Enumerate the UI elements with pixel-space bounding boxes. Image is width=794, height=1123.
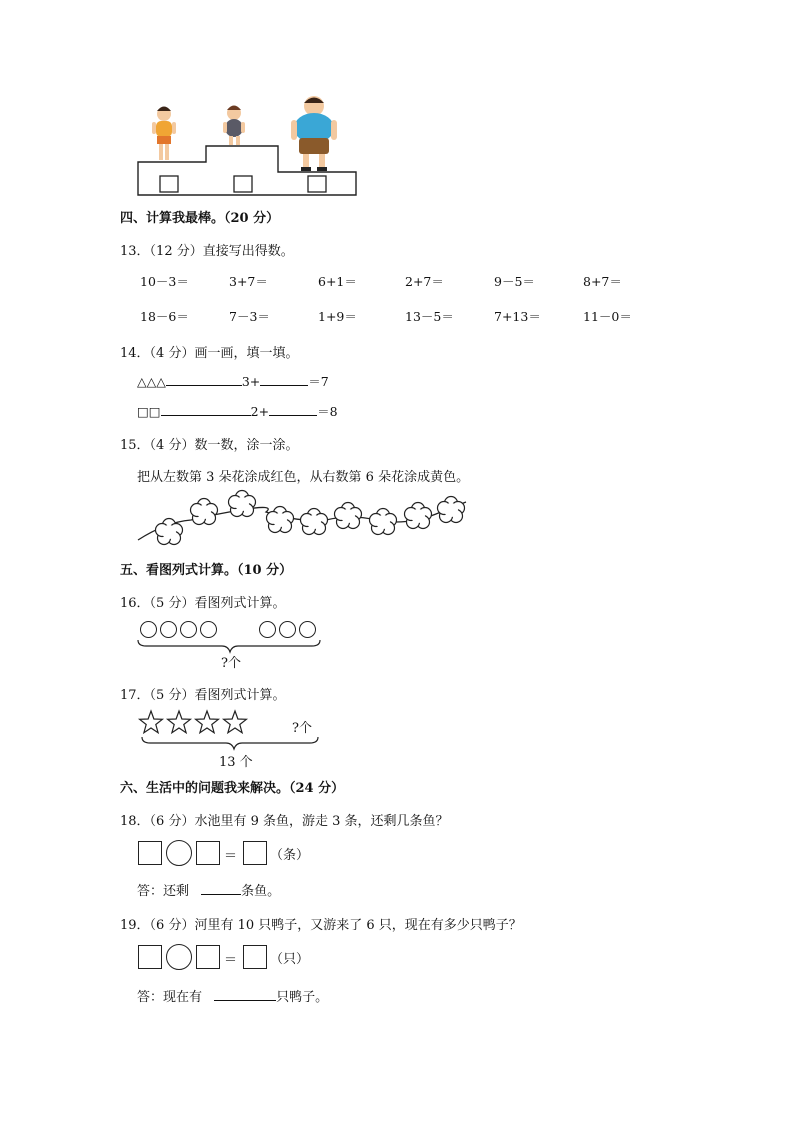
q19-answer-blank[interactable] <box>214 987 276 1001</box>
section-six-heading: 六、生活中的问题我来解决。（24 分） <box>120 781 345 796</box>
circle <box>140 621 157 638</box>
q19-number-box-1[interactable] <box>138 945 162 969</box>
circle <box>299 621 316 638</box>
flower[interactable] <box>438 497 465 523</box>
q17-title: 17．（5 分）看图列式计算。 <box>120 688 286 703</box>
q18-operator-circle[interactable] <box>166 840 192 866</box>
q17-unknown-label: ?个 <box>292 721 312 736</box>
q18-number-box-2[interactable] <box>196 841 220 865</box>
circle <box>180 621 197 638</box>
q17-total-label: 13 个 <box>219 755 253 770</box>
q13-expr: 18－6＝ <box>140 309 189 324</box>
star <box>168 711 191 733</box>
circle <box>200 621 217 638</box>
q13-expr: 11－0＝ <box>583 309 632 324</box>
q13-expr: 7－3＝ <box>229 309 270 324</box>
flower[interactable] <box>370 509 397 535</box>
q17-brace <box>140 735 330 751</box>
q19-unit: （只） <box>270 952 310 967</box>
q19-answer-prefix: 答：现在有 <box>137 990 203 1005</box>
q18-number-box-1[interactable] <box>138 841 162 865</box>
flower[interactable] <box>405 503 432 529</box>
q13-expr: 2+7＝ <box>405 274 444 289</box>
q14-line2 <box>137 402 338 420</box>
podium-figure <box>130 92 370 202</box>
star <box>140 711 163 733</box>
q19-result-box[interactable] <box>243 945 267 969</box>
podium-box-left <box>160 176 178 192</box>
q14-expr-a: 2+ <box>250 404 270 419</box>
flower[interactable] <box>191 499 218 525</box>
q14-answer-blank-1[interactable] <box>260 372 308 386</box>
flower[interactable] <box>335 503 362 529</box>
star <box>224 711 247 733</box>
podium-box-right <box>308 176 326 192</box>
q13-expr: 6+1＝ <box>318 274 357 289</box>
flower[interactable] <box>301 509 328 535</box>
q18-unit: （条） <box>270 848 310 863</box>
q13-expr: 3+7＝ <box>229 274 268 289</box>
q18-result-box[interactable] <box>243 841 267 865</box>
q13-expr: 7+13＝ <box>494 309 541 324</box>
q19-title: 19．（6 分）河里有 10 只鸭子，又游来了 6 只，现在有多少只鸭子？ <box>120 918 522 933</box>
q15-instruction: 把从左数第 3 朵花涂成红色，从右数第 6 朵花涂成黄色。 <box>137 470 470 485</box>
q18-title: 18．（6 分）水池里有 9 条鱼，游走 3 条，还剩几条鱼？ <box>120 814 449 829</box>
q14-answer-blank-2[interactable] <box>269 402 317 416</box>
person-small-gray <box>223 106 245 146</box>
q13-expr: 1+9＝ <box>318 309 357 324</box>
star <box>196 711 219 733</box>
circle <box>160 621 177 638</box>
section-four-heading: 四、计算我最棒。（20 分） <box>120 211 280 226</box>
q19-number-box-2[interactable] <box>196 945 220 969</box>
flower-vine-figure <box>136 492 476 552</box>
q16-title: 16．（5 分）看图列式计算。 <box>120 596 286 611</box>
q13-expr: 13－5＝ <box>405 309 454 324</box>
q13-expr: 8+7＝ <box>583 274 622 289</box>
q16-unknown-label: ?个 <box>221 656 241 671</box>
q18-answer-suffix: 条鱼。 <box>241 884 281 899</box>
q13-expr: 10－3＝ <box>140 274 189 289</box>
q14-line1 <box>137 372 329 390</box>
q13-title: 13．（12 分）直接写出得数。 <box>120 244 294 259</box>
person-small-orange <box>152 107 176 161</box>
section-five-heading: 五、看图列式计算。（10 分） <box>120 563 293 578</box>
q15-title: 15．（4 分）数一数，涂一涂。 <box>120 438 299 453</box>
flower[interactable] <box>267 507 294 533</box>
circle <box>279 621 296 638</box>
q18-answer-line <box>137 880 280 899</box>
q14-title: 14．（4 分）画一画，填一填。 <box>120 346 299 361</box>
q17-stars <box>138 709 258 735</box>
q18-answer-prefix: 答：还剩 <box>137 884 190 899</box>
q19-answer-line <box>137 986 328 1005</box>
q14-drawing-blank-1[interactable] <box>166 372 242 386</box>
q19-operator-circle[interactable] <box>166 944 192 970</box>
q19-answer-suffix: 只鸭子。 <box>276 990 329 1005</box>
q18-equals: ＝ <box>224 849 238 864</box>
q18-answer-blank[interactable] <box>201 881 241 895</box>
q14-expr-b: ＝8 <box>317 404 338 419</box>
q13-expr: 9－5＝ <box>494 274 535 289</box>
flower[interactable] <box>229 491 256 517</box>
q19-equals: ＝ <box>224 953 238 968</box>
circle <box>259 621 276 638</box>
q14-expr-a: 3+ <box>241 374 261 389</box>
podium-box-middle <box>234 176 252 192</box>
q14-squares: □□ <box>137 404 161 419</box>
q14-drawing-blank-2[interactable] <box>161 402 251 416</box>
q14-triangles: △△△ <box>137 374 166 389</box>
podium-outline <box>130 92 370 202</box>
person-large-blue <box>291 96 337 171</box>
q14-expr-b: ＝7 <box>308 374 329 389</box>
